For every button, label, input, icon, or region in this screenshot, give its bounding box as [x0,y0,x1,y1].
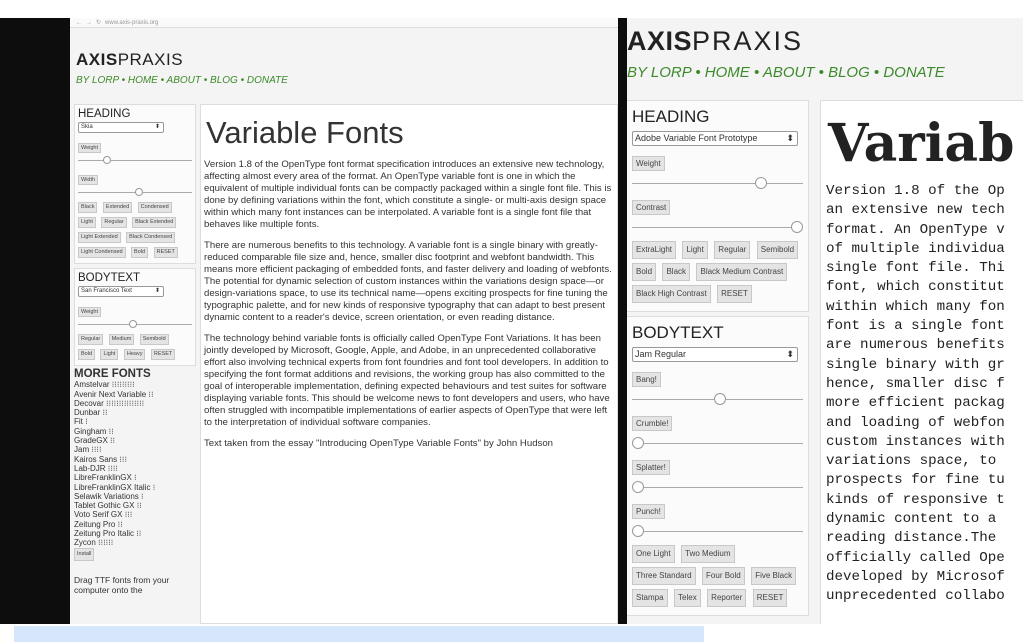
heading-panel-title: HEADING [78,108,131,120]
install-button[interactable]: Install [74,548,94,561]
select-arrow-icon: ⬍ [154,288,160,294]
contrast-slider[interactable] [632,221,803,233]
bodytext-panel-large [627,316,809,616]
text-line: reading distance.The [826,530,997,547]
preset-button[interactable]: Semibold [757,241,798,259]
splatter-axis-button[interactable]: Splatter! [632,460,670,475]
contrast-axis-button[interactable]: Contrast [632,200,670,215]
text-line: variations space, to [826,453,997,470]
text-line: unprecedented collabo [826,588,1005,605]
preset-button[interactable]: RESET [717,285,752,303]
preset-button[interactable]: Two Medium [681,545,734,563]
heading-panel [74,104,196,264]
select-arrow-icon: ⬍ [154,124,160,130]
font-list-item[interactable]: Avenir Next Variable ⁝⁝ [74,389,154,399]
font-list-item[interactable]: Tablet Gothic GX ⁝⁝ [74,501,142,511]
site-logo-large[interactable]: AXISPRAXIS [627,26,804,56]
text-line: are numerous benefits [826,337,1005,354]
paragraph-2: There are numerous benefits to this technology. A variable font is a single binary with greatly-reduced comparable file size and, hence, smaller disc footprint and webfont bandwidth. This means more efficient packaging of embedded fonts, and faster delivery and loading of webfonts. The potential for dynamic selection of custom instances within the variations design space—or design-variations space, to use its technical name—opens exciting prospects for fine tuning the typographic palette, and for new kinds of responsive typography that can adapt to best present dynamic content to a reader's device, screen orientation, or even reading distance. [204,240,612,323]
preset-button[interactable]: RESET [753,589,788,607]
text-line: dynamic content to a [826,511,997,528]
left-browser-window [70,18,618,624]
preset-button[interactable]: Bold [131,247,148,258]
weight-axis-button[interactable]: Weight [78,143,101,153]
preset-button[interactable]: Bold [632,263,656,281]
right-browser-window [627,18,1023,624]
preset-button[interactable]: Light [682,241,707,259]
punch-axis-button[interactable]: Punch! [632,504,665,519]
preset-button[interactable]: Extended [103,202,132,213]
preset-button[interactable]: Stampa [632,589,668,607]
heading-panel-title: HEADING [632,107,710,126]
width-slider[interactable] [78,188,192,196]
top-strip [0,0,1023,18]
font-list-item[interactable]: Zycon ⁝⁝⁝⁝⁝⁝ [74,538,114,548]
bottom-strip [0,624,1023,644]
paragraph-4: Text taken from the essay "Introducing OpenType Variable Fonts" by John Hudson [204,438,553,449]
more-fonts-list [74,370,196,595]
font-list-item[interactable]: Voto Serif GX ⁝⁝⁝ [74,510,133,520]
font-list-item[interactable]: Jam ⁝⁝⁝⁝ [74,445,102,455]
punch-slider[interactable] [632,525,803,537]
preset-button[interactable]: Heavy [124,349,146,360]
splatter-slider[interactable] [632,481,803,493]
text-line: custom instances with [826,433,1005,450]
preset-button[interactable]: Four Bold [702,567,745,585]
font-list-item[interactable]: Lab-DJR ⁝⁝⁝⁝ [74,463,118,473]
preset-button[interactable]: Light Condensed [78,247,126,258]
body-weight-slider[interactable] [78,320,192,328]
page-title-large: Variab [828,113,1015,174]
selection-highlight [14,626,704,642]
drag-hint: Drag TTF fonts from your computer onto the [74,574,170,595]
preset-button[interactable]: Black [78,202,97,213]
heading-presets [632,241,803,307]
select-arrow-icon: ⬍ [786,133,794,143]
crumble-axis-button[interactable]: Crumble! [632,416,672,431]
bang-slider[interactable] [632,393,803,405]
preset-button[interactable]: Regular [714,241,750,259]
left-black-bar [0,18,70,644]
preset-button[interactable]: Light Extended [78,232,121,243]
preset-button[interactable]: Medium [109,334,135,345]
bodytext-presets [78,332,192,362]
more-fonts-title: MORE FONTS [74,368,151,380]
bodytext-panel-title: BODYTEXT [78,272,140,284]
text-line: format. An OpenType v [826,221,1005,238]
text-line: font is a single font [826,318,1005,335]
text-line: officially called Ope [826,549,1005,566]
bodytext-panel-title: BODYTEXT [632,323,724,342]
site-nav-large[interactable]: BY LORP • HOME • ABOUT • BLOG • DONATE [627,64,945,81]
preset-button[interactable]: Bold [78,349,95,360]
font-list-item[interactable]: Decovar ⁝⁝⁝⁝⁝⁝⁝⁝⁝⁝⁝⁝⁝⁝⁝ [74,398,145,408]
crumble-slider[interactable] [632,437,803,449]
font-list-item[interactable]: GradeGX ⁝⁝ [74,436,116,446]
font-list-item[interactable]: Zeitung Pro ⁝⁝ [74,519,123,529]
text-line: and loading of webfon [826,414,1005,431]
font-list-item[interactable]: Fit ⁝ [74,417,88,427]
preset-button[interactable]: One Light [632,545,675,563]
preset-button[interactable]: ExtraLight [632,241,676,259]
left-main-content [200,104,618,624]
preset-button[interactable]: Black High Contrast [632,285,711,303]
font-list-item[interactable]: Gingham ⁝⁝ [74,426,114,436]
body-weight-axis-button[interactable]: Weight [78,307,101,317]
bodytext-presets [632,545,803,611]
preset-button[interactable]: Reporter [707,589,746,607]
font-list-item[interactable]: Zeitung Pro Italic ⁝⁝ [74,529,142,539]
weight-axis-button[interactable]: Weight [632,156,665,171]
browser-toolbar [70,18,618,28]
window-divider [618,18,627,644]
heading-font-select[interactable]: Skia ⬍ [78,122,164,133]
font-list-item[interactable]: Kairos Sans ⁝⁝⁝ [74,454,127,464]
weight-slider[interactable] [632,177,803,189]
font-list-item[interactable]: Dunbar ⁝⁝ [74,408,108,418]
right-sidebar [627,100,809,624]
preset-button[interactable]: Light [78,217,96,228]
left-sidebar [74,104,196,624]
text-line: an extensive new tech [826,202,1005,219]
text-line: Version 1.8 of the Op [826,183,1005,199]
page-title: Variable Fonts [206,115,404,150]
text-line: hence, smaller disc f [826,375,1005,392]
right-main-content [820,100,1023,624]
back-icon[interactable]: ← [76,19,82,26]
heading-presets [78,200,192,260]
forward-icon[interactable]: → [86,19,92,26]
preset-button[interactable]: Black Medium Contrast [696,263,787,281]
bodytext-font-select[interactable]: Jam Regular ⬍ [632,347,798,362]
font-list-item[interactable]: Amstelvar ⁝⁝⁝⁝⁝⁝⁝⁝⁝ [74,380,135,390]
font-list-item[interactable]: LibreFranklinGX ⁝ [74,473,137,483]
address-bar[interactable]: www.axis-praxis.org [105,19,159,26]
reload-icon[interactable]: ↻ [96,20,102,26]
preset-button[interactable]: Semibold [140,334,169,345]
text-line: developed by Microsof [826,568,1005,585]
preset-button[interactable]: Telex [674,589,701,607]
preset-button[interactable]: Black [662,263,690,281]
bodytext-font-select[interactable]: San Francisco Text ⬍ [78,286,164,297]
preset-button[interactable]: Black Condensed [126,232,175,243]
text-line: within which many fon [826,298,1005,315]
text-line: of multiple individua [826,240,1005,257]
text-line: more efficient packag [826,395,1005,412]
site-logo[interactable]: AXISPRAXIS [76,50,184,69]
preset-button[interactable]: Three Standard [632,567,696,585]
bang-axis-button[interactable]: Bang! [632,372,661,387]
width-axis-button[interactable]: Width [78,175,98,185]
paragraph-3: The technology behind variable fonts is officially called OpenType Font Variations. It has been jointly developed by Microsoft, Google, Apple, and Adobe, in an unprecedented collaborative effort also involving technical experts from font foundries and font tool developers. In addition to specifying the font format additions and revisions, the working group has also committed to the goal of interoperable implementation, defining expected behaviours and test suites for software displaying variable fonts. This should be welcome news to font developers and users, who have often struggled with incompatible implementations of earlier aspects of OpenType that were left to the interpretation of individual software companies. [204,333,610,428]
select-arrow-icon: ⬍ [786,349,794,359]
heading-panel-large [627,100,809,312]
preset-button[interactable]: Light [100,349,118,360]
text-line: font, which constitut [826,279,1005,296]
body-text-jam [826,182,1023,607]
preset-button[interactable]: Black Extended [132,217,176,228]
preset-button[interactable]: Regular [101,217,126,228]
preset-button[interactable]: Five Black [751,567,796,585]
preset-button[interactable]: RESET [151,349,175,360]
preset-button[interactable]: Regular [78,334,103,345]
font-list-item[interactable]: Selawik Variations ⁝ [74,491,144,501]
font-list-item[interactable]: LibreFranklinGX Italic ⁝ [74,482,156,492]
site-nav[interactable]: BY LORP • HOME • ABOUT • BLOG • DONATE [76,75,288,86]
text-line: single binary with gr [826,356,1005,373]
text-line: prospects for fine tu [826,472,1005,489]
heading-font-select[interactable]: Adobe Variable Font Prototype ⬍ [632,131,798,146]
preset-button[interactable]: RESET [154,247,178,258]
text-line: single font file. Thi [826,260,1005,277]
bodytext-panel [74,268,196,366]
weight-slider[interactable] [78,156,192,164]
paragraph-1: Version 1.8 of the OpenType font format specification introduces an extensive new technology, affecting almost every area of the format. An OpenType variable font is one in which the equivalent of multiple individual fonts can be compactly packaged within a single font file. This is done by defining variations within the font, which constitute a single- or multi-axis design space within which many font instances can be interpolated. A variable font is a single font file that behaves like multiple fonts. [204,159,612,230]
text-line: kinds of responsive t [826,491,1005,508]
preset-button[interactable]: Condensed [138,202,172,213]
